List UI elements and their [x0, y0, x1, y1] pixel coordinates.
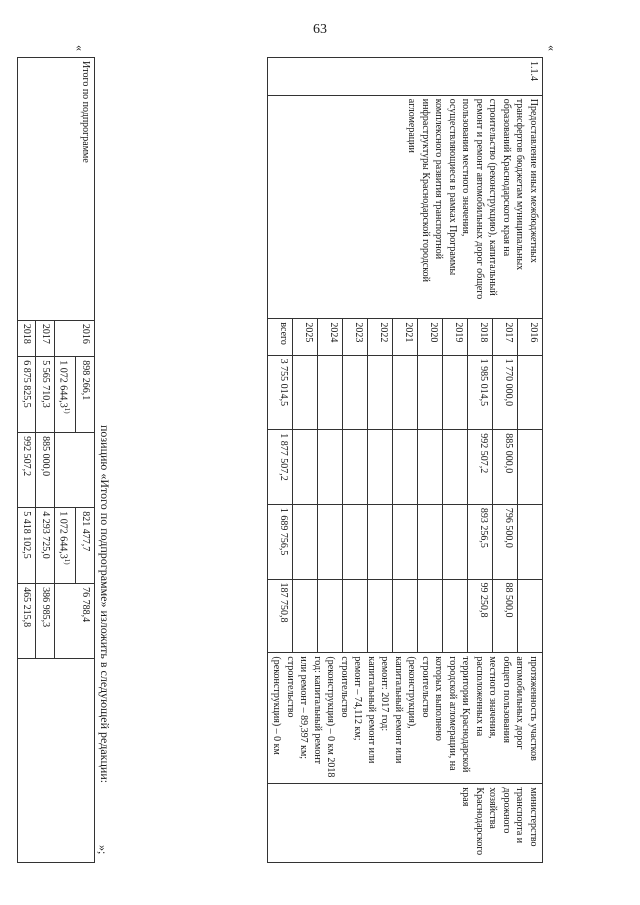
municipal-cell — [368, 579, 393, 653]
year-cell: 2018 — [17, 320, 36, 356]
total-table — [17, 57, 95, 863]
intro-text: позицию «Итого по подпрограмме» изложить в следующей редакции: — [98, 425, 112, 784]
year-cell: 2017 — [36, 320, 55, 356]
federal-cell — [54, 433, 94, 508]
municipal-cell: 187 750,8 — [268, 579, 293, 653]
total-cell: 3 755 014,5 — [268, 355, 293, 430]
regional-cell: 5 418 102,5 — [17, 508, 36, 584]
total-cell: 1 770 000,0 — [493, 355, 518, 430]
municipal-cell: 99 250,8 — [468, 579, 493, 653]
federal-cell — [443, 430, 468, 505]
regional-cell: 821 477,7 — [76, 508, 95, 584]
table-row — [76, 58, 95, 863]
regional-cell — [293, 504, 318, 579]
federal-cell: 885 000,0 — [36, 433, 55, 508]
year-cell: 2025 — [293, 319, 318, 355]
footnote-mark: 1) — [63, 558, 72, 565]
year-cell: 2018 — [468, 319, 493, 355]
municipal-cell — [293, 579, 318, 653]
executor: министерство транспорта и дорожного хозяйства Краснодарского края — [268, 784, 543, 863]
total-cell — [293, 355, 318, 430]
total-cell: 6 875 825,5 — [17, 357, 36, 433]
regional-cell: 796 500,0 — [493, 504, 518, 579]
regional-cell: 893 256,5 — [468, 504, 493, 579]
footnote-mark: 1) — [63, 407, 72, 414]
year-cell: 2020 — [418, 319, 443, 355]
federal-cell: 885 000,0 — [493, 430, 518, 505]
open-quote-second: « — [73, 45, 87, 51]
regional-cell — [393, 504, 418, 579]
federal-cell: 992 507,2 — [468, 430, 493, 505]
row-number: 1.1.4 — [268, 58, 543, 96]
municipal-cell: 76 788,4 — [54, 584, 94, 659]
total-label: всего — [268, 319, 293, 355]
subprogram-table — [267, 57, 543, 863]
year-cell: 2022 — [368, 319, 393, 355]
total-cell — [343, 355, 368, 430]
empty-cell — [17, 659, 94, 863]
page-number: 63 — [313, 22, 327, 37]
total-cell — [443, 355, 468, 430]
federal-cell — [343, 430, 368, 505]
regional-cell: 4 293 725,0 — [36, 508, 55, 584]
regional-cell — [318, 504, 343, 579]
open-quote: « — [545, 45, 559, 51]
regional-cell — [368, 504, 393, 579]
measure-name: Предоставление иных межбюджетных трансфертов бюджетам муниципальных образований Краснодарского края на строительство (реконструкцию), капитальный ремонт и ремонт автомобильных дорог общего пользования местного значения, осуществляющиеся в рамках Программы комплексного развития транспортной инфраструктуры Краснодарской городской агломерации — [268, 95, 543, 319]
table-row — [518, 58, 543, 863]
municipal-cell — [518, 579, 543, 653]
total-cell — [368, 355, 393, 430]
federal-cell — [418, 430, 443, 505]
regional-cell — [343, 504, 368, 579]
year-cell: 2024 — [318, 319, 343, 355]
result-description: протяженность участков автомобильных дорог общего пользования местного значения, расположенных на территории Краснодарской городской агломерации, на которых выполнено строительство (реконструкция), капитальный ремонт или ремонт: 2017 год: капитальный ремонт или ремонт – 74,112 км; строительство (реконструкция) – 0 км 2018 год: капитальный ремонт или ремонт – 89,397 км; строительство (реконструкция) – 0 км — [268, 653, 543, 784]
regional-cell — [443, 504, 468, 579]
year-cell: 2021 — [393, 319, 418, 355]
regional-cell-extra: 1 072 644,3$^{1)}$ — [54, 508, 76, 584]
total-cell — [393, 355, 418, 430]
municipal-cell: 88 500,0 — [493, 579, 518, 653]
rotated-content — [21, 45, 565, 865]
municipal-cell — [318, 579, 343, 653]
federal-cell — [293, 430, 318, 505]
close-quote: »; — [96, 845, 110, 855]
total-cell — [318, 355, 343, 430]
municipal-cell: 465 215,8 — [17, 584, 36, 659]
federal-cell: 1 877 507,2 — [268, 430, 293, 505]
municipal-cell — [418, 579, 443, 653]
federal-cell: 992 507,2 — [17, 433, 36, 508]
federal-cell — [368, 430, 393, 505]
regional-cell: 1 689 756,5 — [268, 504, 293, 579]
total-cell — [418, 355, 443, 430]
total-cell: 898 266,1 — [76, 357, 95, 433]
total-cell: 5 565 710,3 — [36, 357, 55, 433]
municipal-cell — [443, 579, 468, 653]
total-cell: 1 985 014,5 — [468, 355, 493, 430]
municipal-cell — [393, 579, 418, 653]
year-cell: 2016 — [54, 320, 94, 356]
federal-cell — [518, 430, 543, 505]
year-cell: 2017 — [493, 319, 518, 355]
municipal-cell — [343, 579, 368, 653]
year-cell: 2016 — [518, 319, 543, 355]
year-cell: 2023 — [343, 319, 368, 355]
federal-cell — [393, 430, 418, 505]
federal-cell — [318, 430, 343, 505]
total-cell — [518, 355, 543, 430]
year-cell: 2019 — [443, 319, 468, 355]
regional-cell — [518, 504, 543, 579]
municipal-cell: 386 985,3 — [36, 584, 55, 659]
regional-cell — [418, 504, 443, 579]
total-cell-extra: 1 072 644,3$^{1)}$ — [54, 357, 76, 433]
total-subprogram-label: Итого по подпрограмме — [17, 58, 94, 321]
